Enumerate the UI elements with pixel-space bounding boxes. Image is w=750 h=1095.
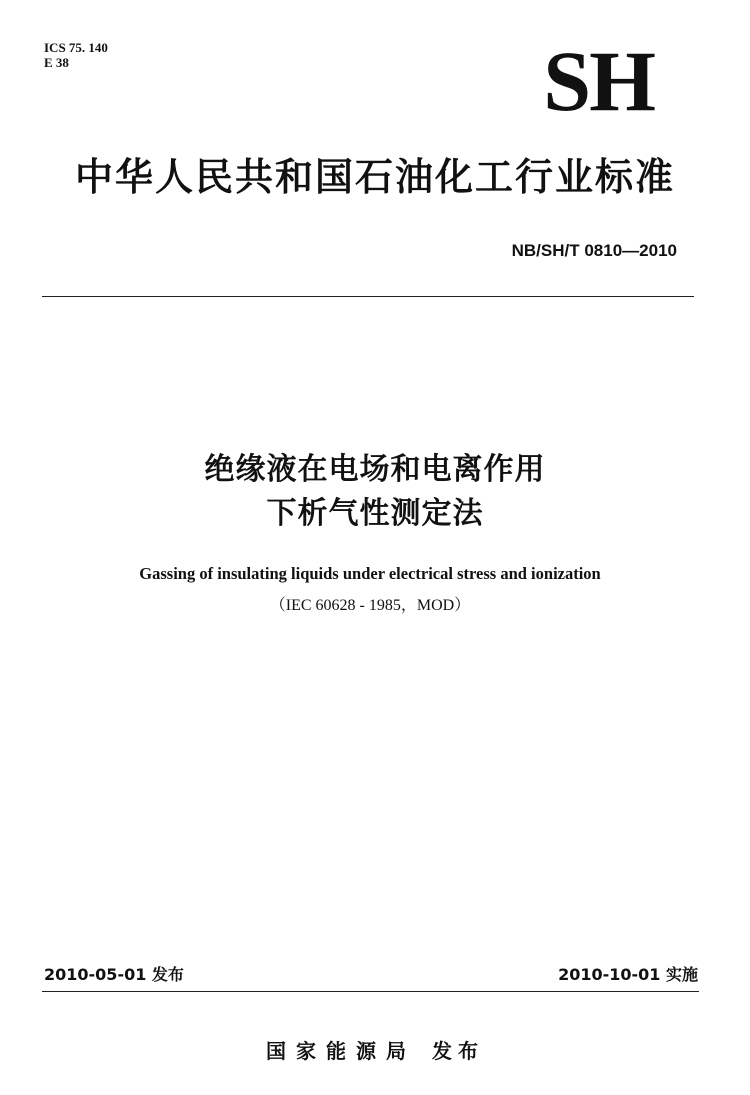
footer-divider <box>42 991 699 992</box>
ics-code: ICS 75. 140 <box>44 40 108 55</box>
issue-date: 2010-05-01 发布 <box>44 965 184 984</box>
classification-codes <box>44 40 108 70</box>
adoption-reference: （IEC 60628 - 1985，MOD） <box>269 597 471 614</box>
publisher-verb: 发布 <box>432 1039 484 1063</box>
publisher <box>0 1036 750 1066</box>
header-divider <box>42 296 694 297</box>
ccs-code: E 38 <box>44 55 69 70</box>
chinese-title <box>0 448 750 536</box>
chinese-title-line-2: 下析气性测定法 <box>266 496 484 531</box>
chinese-title-line-1: 绝缘液在电场和电离作用 <box>204 452 546 487</box>
standard-number: NB/SH/T 0810—2010 <box>511 241 677 260</box>
implementation-date: 2010-10-01 实施 <box>558 965 698 984</box>
publisher-organization: 国家能源局 <box>266 1039 416 1063</box>
sh-logo: SH <box>543 33 654 129</box>
english-title: Gassing of insulating liquids under electrical stress and ionization <box>139 564 601 583</box>
standard-category: 中华人民共和国石油化工行业标准 <box>74 155 675 199</box>
